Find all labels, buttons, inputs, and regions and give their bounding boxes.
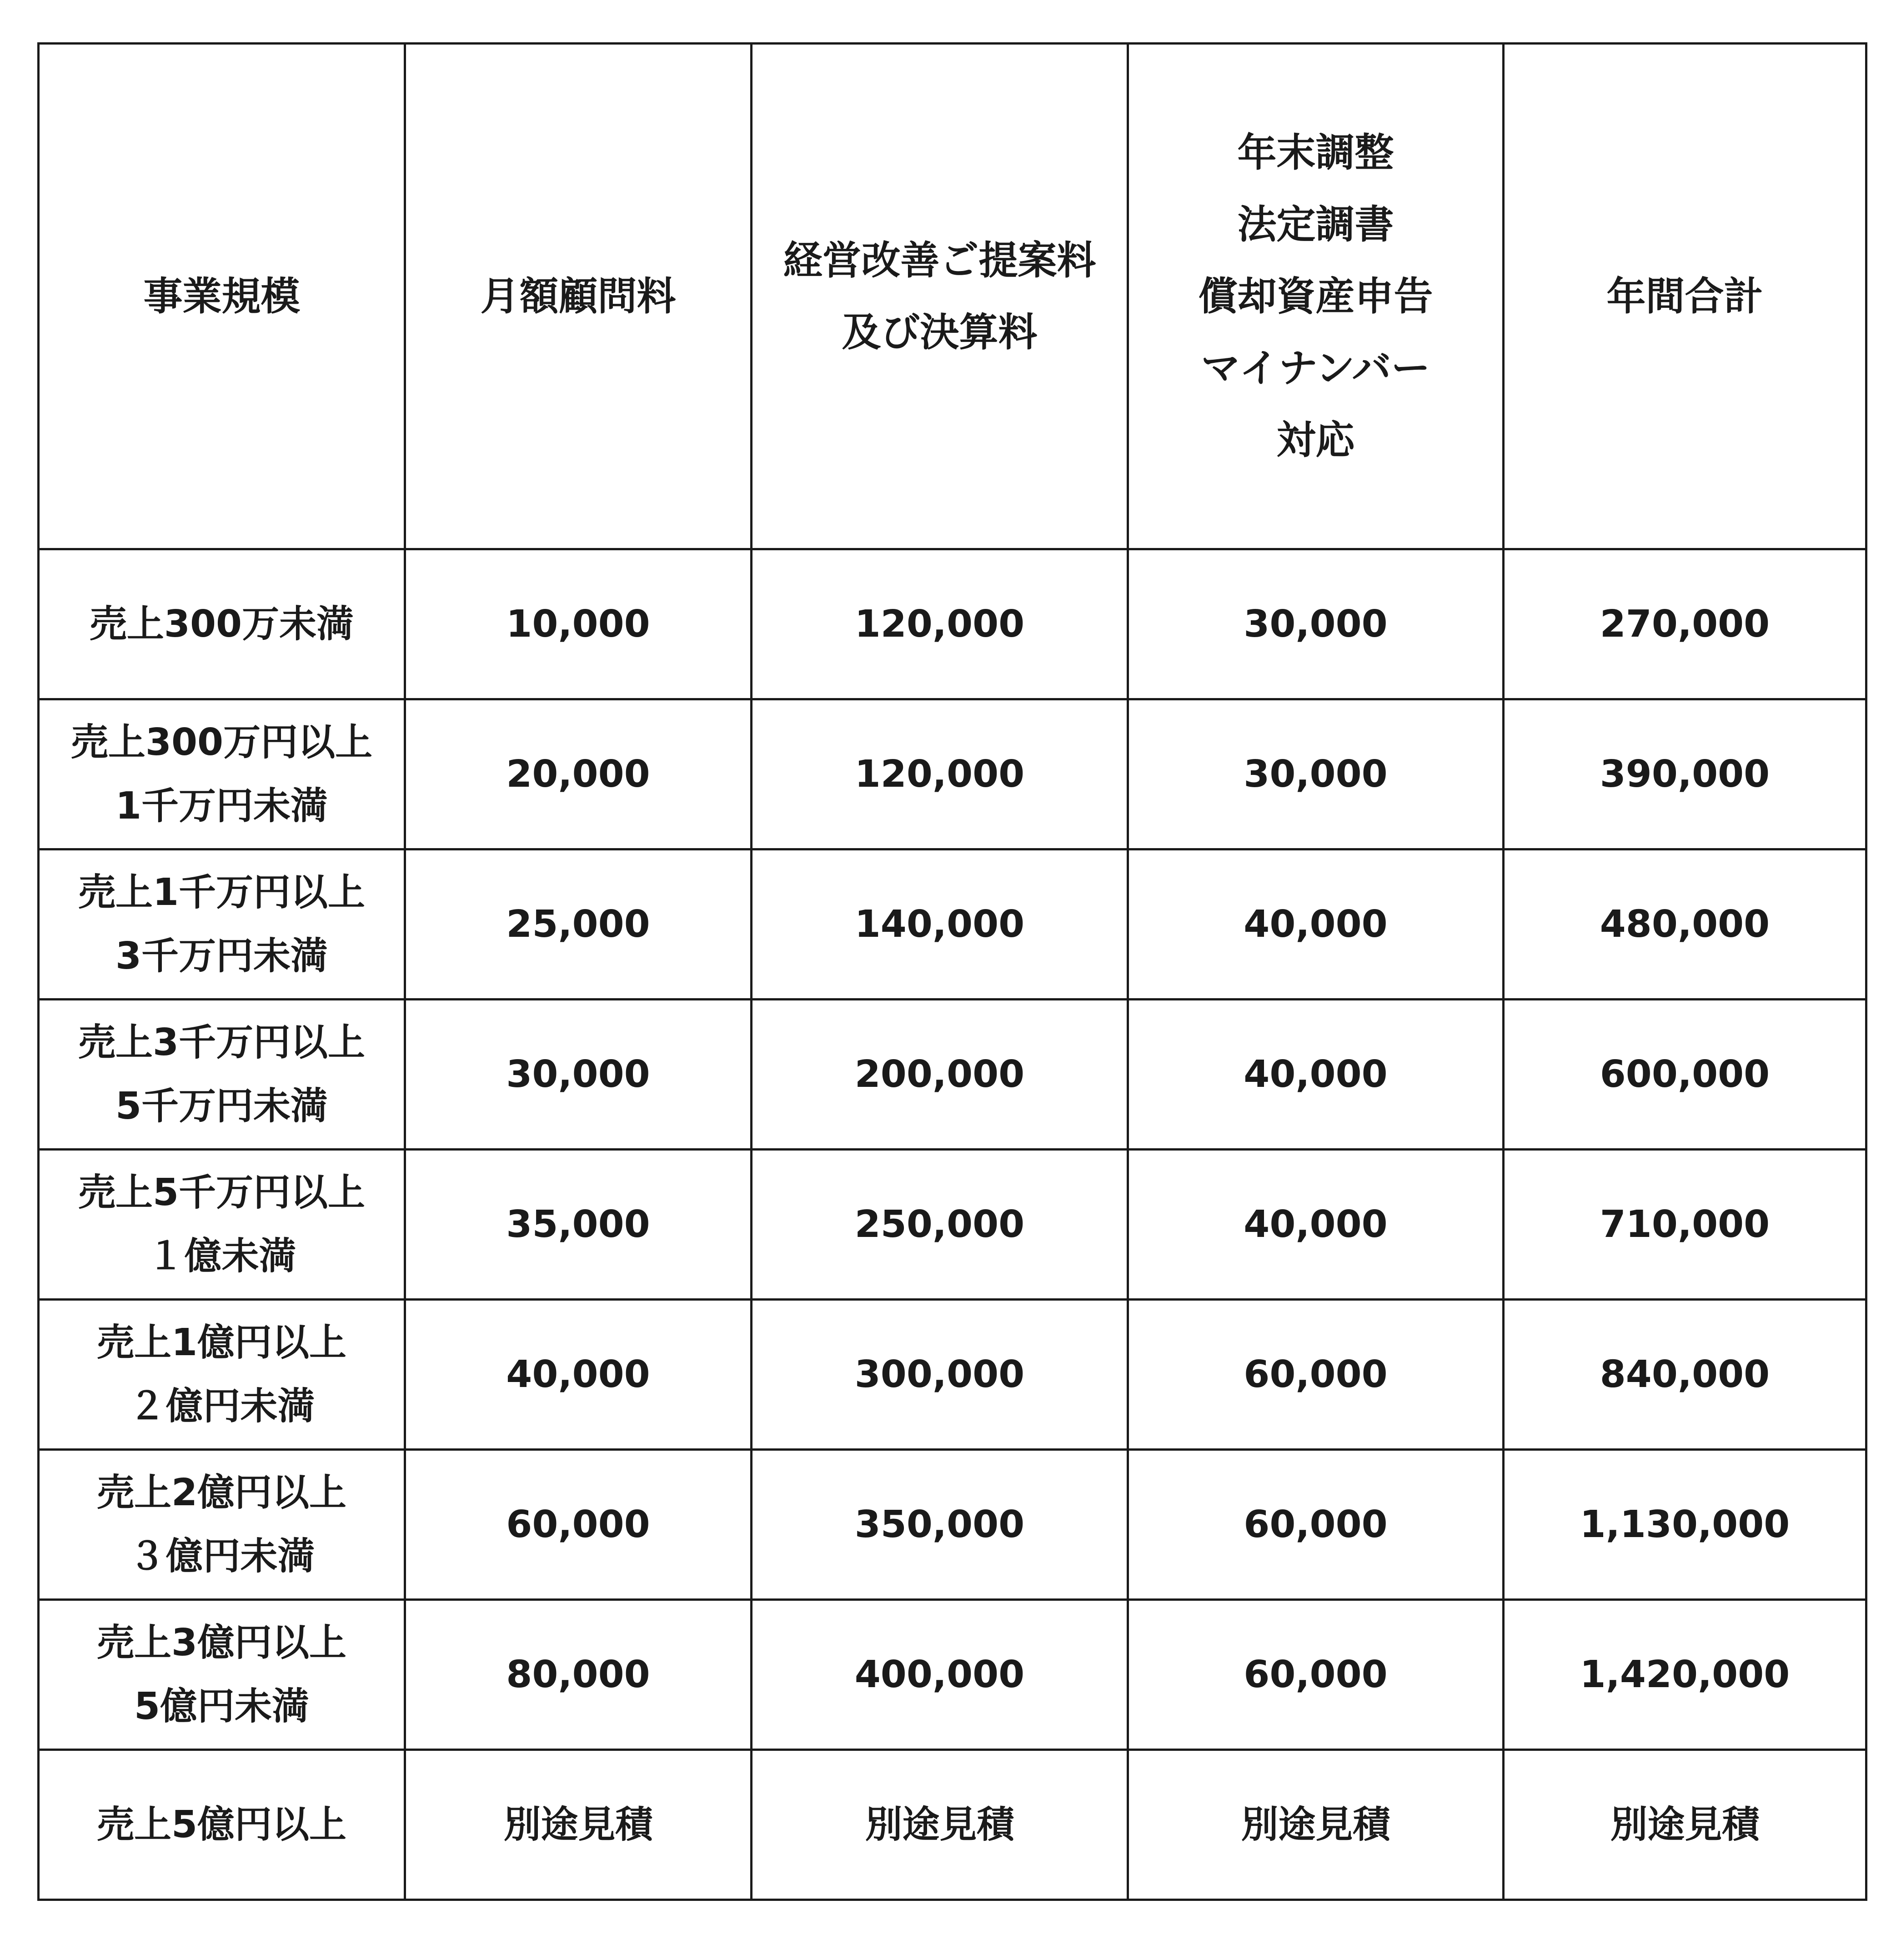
cell-year-end-adjustment: 60,000 bbox=[1128, 1450, 1504, 1600]
header-monthly-fee: 月額顧問料 bbox=[405, 44, 752, 549]
header-business-scale: 事業規模 bbox=[39, 44, 405, 549]
cell-monthly-fee: 35,000 bbox=[405, 1150, 752, 1300]
header-annual-total: 年間合計 bbox=[1504, 44, 1866, 549]
header-year-end-adjustment: 年末調整 法定調書 償却資産申告 マイナンバー 対応 bbox=[1128, 44, 1504, 549]
cell-year-end-adjustment: 30,000 bbox=[1128, 549, 1504, 699]
cell-monthly-fee: 別途見積 bbox=[405, 1750, 752, 1900]
cell-year-end-adjustment: 40,000 bbox=[1128, 1000, 1504, 1150]
cell-business-scale: 売上3億円以上 5億円未満 bbox=[39, 1600, 405, 1750]
cell-annual-total: 600,000 bbox=[1504, 1000, 1866, 1150]
cell-monthly-fee: 80,000 bbox=[405, 1600, 752, 1750]
cell-proposal-settlement-fee: 200,000 bbox=[752, 1000, 1128, 1150]
cell-business-scale: 売上300万円以上 1千万円未満 bbox=[39, 699, 405, 849]
table-row bbox=[39, 1450, 1866, 1600]
cell-annual-total: 480,000 bbox=[1504, 849, 1866, 1000]
fee-table bbox=[37, 42, 1867, 1901]
cell-year-end-adjustment: 別途見積 bbox=[1128, 1750, 1504, 1900]
cell-proposal-settlement-fee: 350,000 bbox=[752, 1450, 1128, 1600]
header-row bbox=[39, 44, 1866, 549]
table-row bbox=[39, 1600, 1866, 1750]
table-row bbox=[39, 849, 1866, 1000]
cell-proposal-settlement-fee: 別途見積 bbox=[752, 1750, 1128, 1900]
cell-annual-total: 1,420,000 bbox=[1504, 1600, 1866, 1750]
cell-annual-total: 270,000 bbox=[1504, 549, 1866, 699]
cell-proposal-settlement-fee: 120,000 bbox=[752, 699, 1128, 849]
table-row bbox=[39, 549, 1866, 699]
cell-annual-total: 840,000 bbox=[1504, 1300, 1866, 1450]
table-row bbox=[39, 1300, 1866, 1450]
table-row bbox=[39, 1750, 1866, 1900]
table-row bbox=[39, 1000, 1866, 1150]
cell-annual-total: 1,130,000 bbox=[1504, 1450, 1866, 1600]
cell-monthly-fee: 30,000 bbox=[405, 1000, 752, 1150]
cell-business-scale: 売上300万未満 bbox=[39, 549, 405, 699]
cell-business-scale: 売上3千万円以上 5千万円未満 bbox=[39, 1000, 405, 1150]
cell-year-end-adjustment: 60,000 bbox=[1128, 1600, 1504, 1750]
cell-proposal-settlement-fee: 120,000 bbox=[752, 549, 1128, 699]
cell-monthly-fee: 40,000 bbox=[405, 1300, 752, 1450]
cell-year-end-adjustment: 40,000 bbox=[1128, 849, 1504, 1000]
cell-proposal-settlement-fee: 250,000 bbox=[752, 1150, 1128, 1300]
cell-annual-total: 別途見積 bbox=[1504, 1750, 1866, 1900]
cell-business-scale: 売上1億円以上 ２億円未満 bbox=[39, 1300, 405, 1450]
cell-proposal-settlement-fee: 300,000 bbox=[752, 1300, 1128, 1450]
cell-business-scale: 売上5千万円以上 １億未満 bbox=[39, 1150, 405, 1300]
cell-monthly-fee: 10,000 bbox=[405, 549, 752, 699]
cell-business-scale: 売上1千万円以上 3千万円未満 bbox=[39, 849, 405, 1000]
cell-year-end-adjustment: 30,000 bbox=[1128, 699, 1504, 849]
table-row bbox=[39, 699, 1866, 849]
cell-year-end-adjustment: 40,000 bbox=[1128, 1150, 1504, 1300]
table-row bbox=[39, 1150, 1866, 1300]
cell-annual-total: 390,000 bbox=[1504, 699, 1866, 849]
cell-proposal-settlement-fee: 400,000 bbox=[752, 1600, 1128, 1750]
header-proposal-settlement-fee: 経営改善ご提案料 及び決算料 bbox=[752, 44, 1128, 549]
cell-proposal-settlement-fee: 140,000 bbox=[752, 849, 1128, 1000]
cell-monthly-fee: 60,000 bbox=[405, 1450, 752, 1600]
cell-business-scale: 売上5億円以上 bbox=[39, 1750, 405, 1900]
cell-monthly-fee: 20,000 bbox=[405, 699, 752, 849]
cell-year-end-adjustment: 60,000 bbox=[1128, 1300, 1504, 1450]
cell-business-scale: 売上2億円以上 ３億円未満 bbox=[39, 1450, 405, 1600]
cell-monthly-fee: 25,000 bbox=[405, 849, 752, 1000]
cell-annual-total: 710,000 bbox=[1504, 1150, 1866, 1300]
